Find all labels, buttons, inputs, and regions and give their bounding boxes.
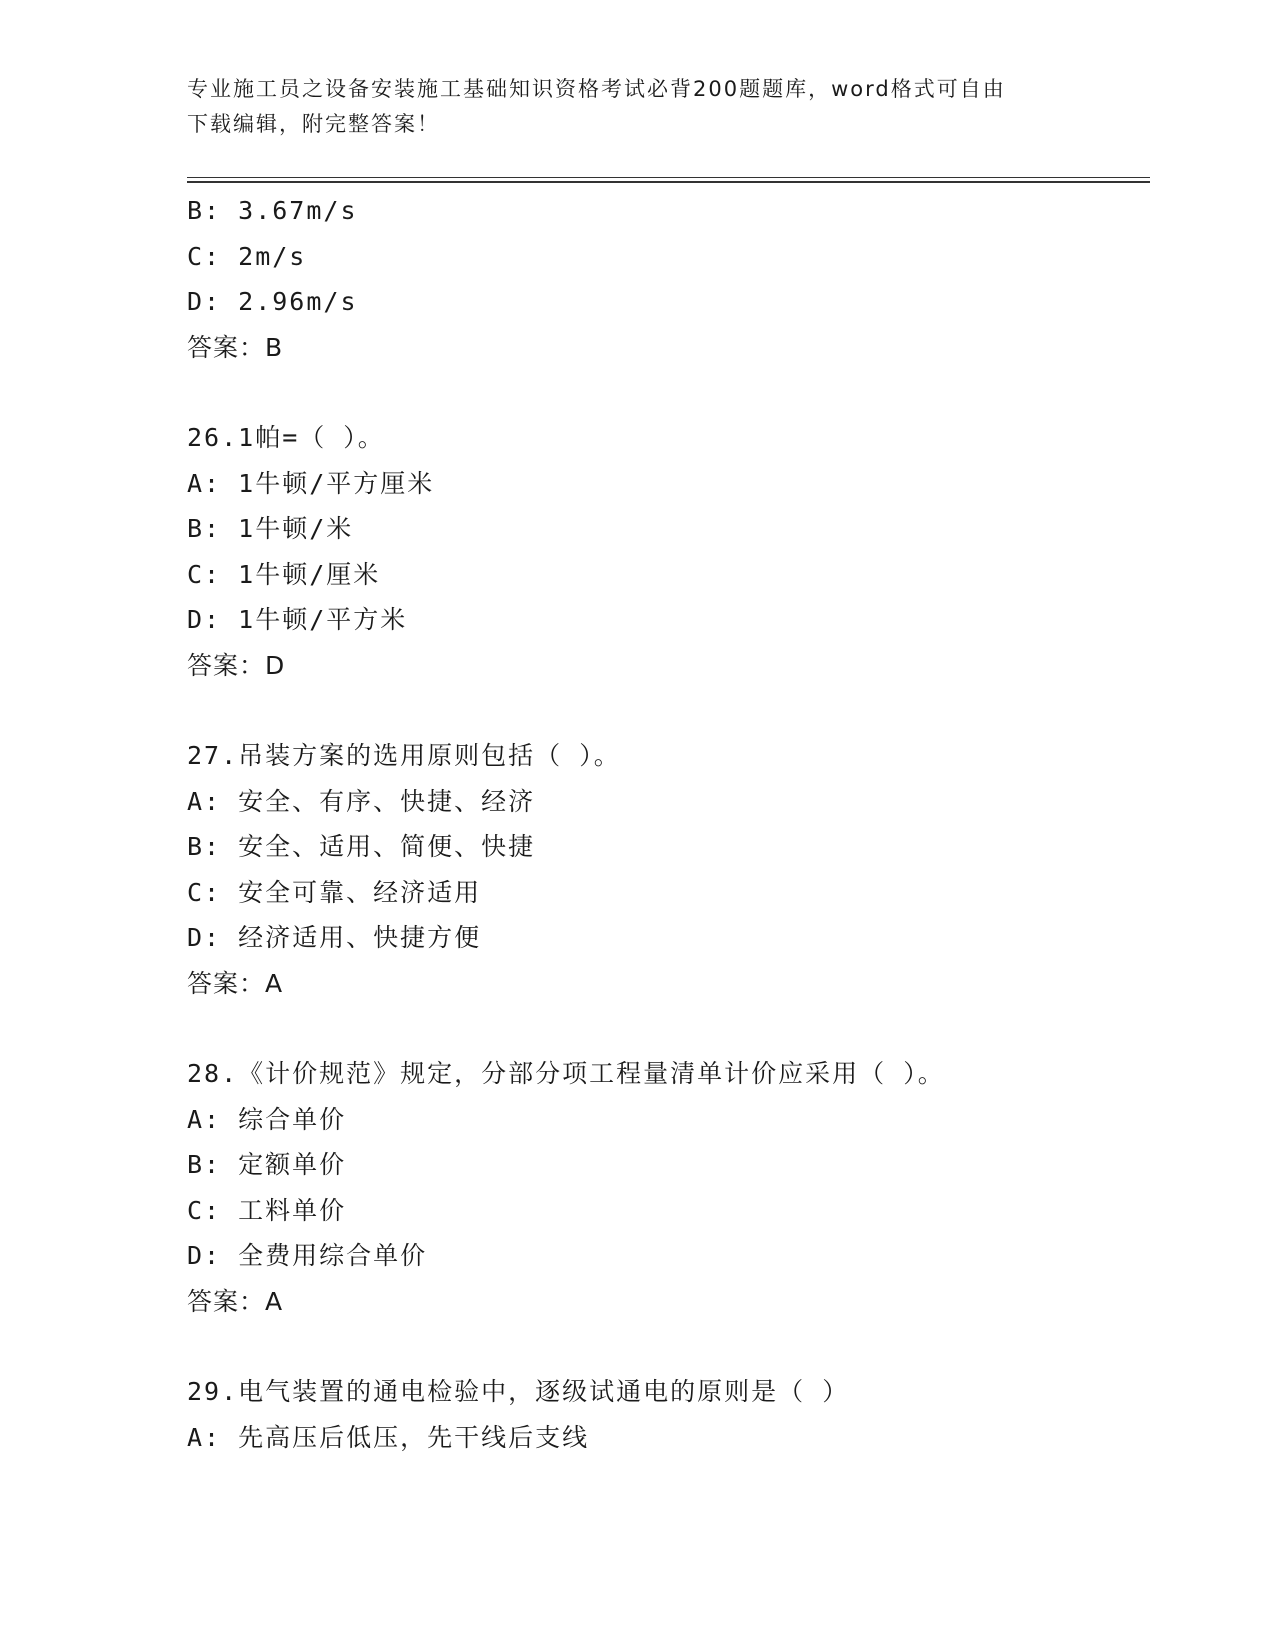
question-27 [187,733,1147,1006]
answer-line: 答案：B [187,332,284,362]
option-a: A: 综合单价 [187,1104,347,1134]
option-d: D: 1牛顿/平方米 [187,605,408,634]
answer-line: 答案：D [187,650,286,680]
question-list [187,188,1147,1460]
option-d: D: 经济适用、快捷方便 [187,923,482,952]
option-b: B: 定额单价 [187,1150,347,1179]
option-a: A: 1牛顿/平方厘米 [187,468,435,498]
spacer [187,688,1147,733]
question-29 [187,1369,1147,1460]
option-a: A: 安全、有序、快捷、经济 [187,786,536,816]
option-c: C: 2m/s [187,241,307,271]
question-stem: 27.吊装方案的选用原则包括（ ）。 [187,741,621,770]
option-d: D: 全费用综合单价 [187,1241,428,1270]
question-stem: 26.1帕=（ ）。 [187,423,385,452]
spacer [187,1324,1147,1369]
spacer [187,1006,1147,1051]
question-stem: 29.电气装置的通电检验中，逐级试通电的原则是（ ） [187,1377,850,1406]
option-a: A: 先高压后低压，先干线后支线 [187,1422,590,1452]
option-b: B: 1牛顿/米 [187,514,354,543]
question-stem: 28.《计价规范》规定，分部分项工程量清单计价应采用（ ）。 [187,1059,945,1088]
document-header [187,72,1067,142]
header-title-line-1: 专业施工员之设备安装施工基础知识资格考试必背200题题库，word格式可自由 [187,77,1006,101]
option-c: C: 1牛顿/厘米 [187,559,381,589]
option-c: C: 工料单价 [187,1195,347,1225]
option-c: C: 安全可靠、经济适用 [187,877,482,907]
option-b: B: 安全、适用、简便、快捷 [187,832,536,861]
answer-line: 答案：A [187,1286,284,1316]
spacer [187,370,1147,415]
carryover-block [187,188,1147,370]
question-28 [187,1051,1147,1324]
option-b: B: 3.67m/s [187,196,358,225]
option-d: D: 2.96m/s [187,287,358,316]
header-rule-thick [187,181,1150,183]
header-title-line-2: 下载编辑，附完整答案！ [187,112,440,136]
header-rule-thin [187,177,1150,178]
answer-line: 答案：A [187,968,284,998]
question-26 [187,415,1147,688]
